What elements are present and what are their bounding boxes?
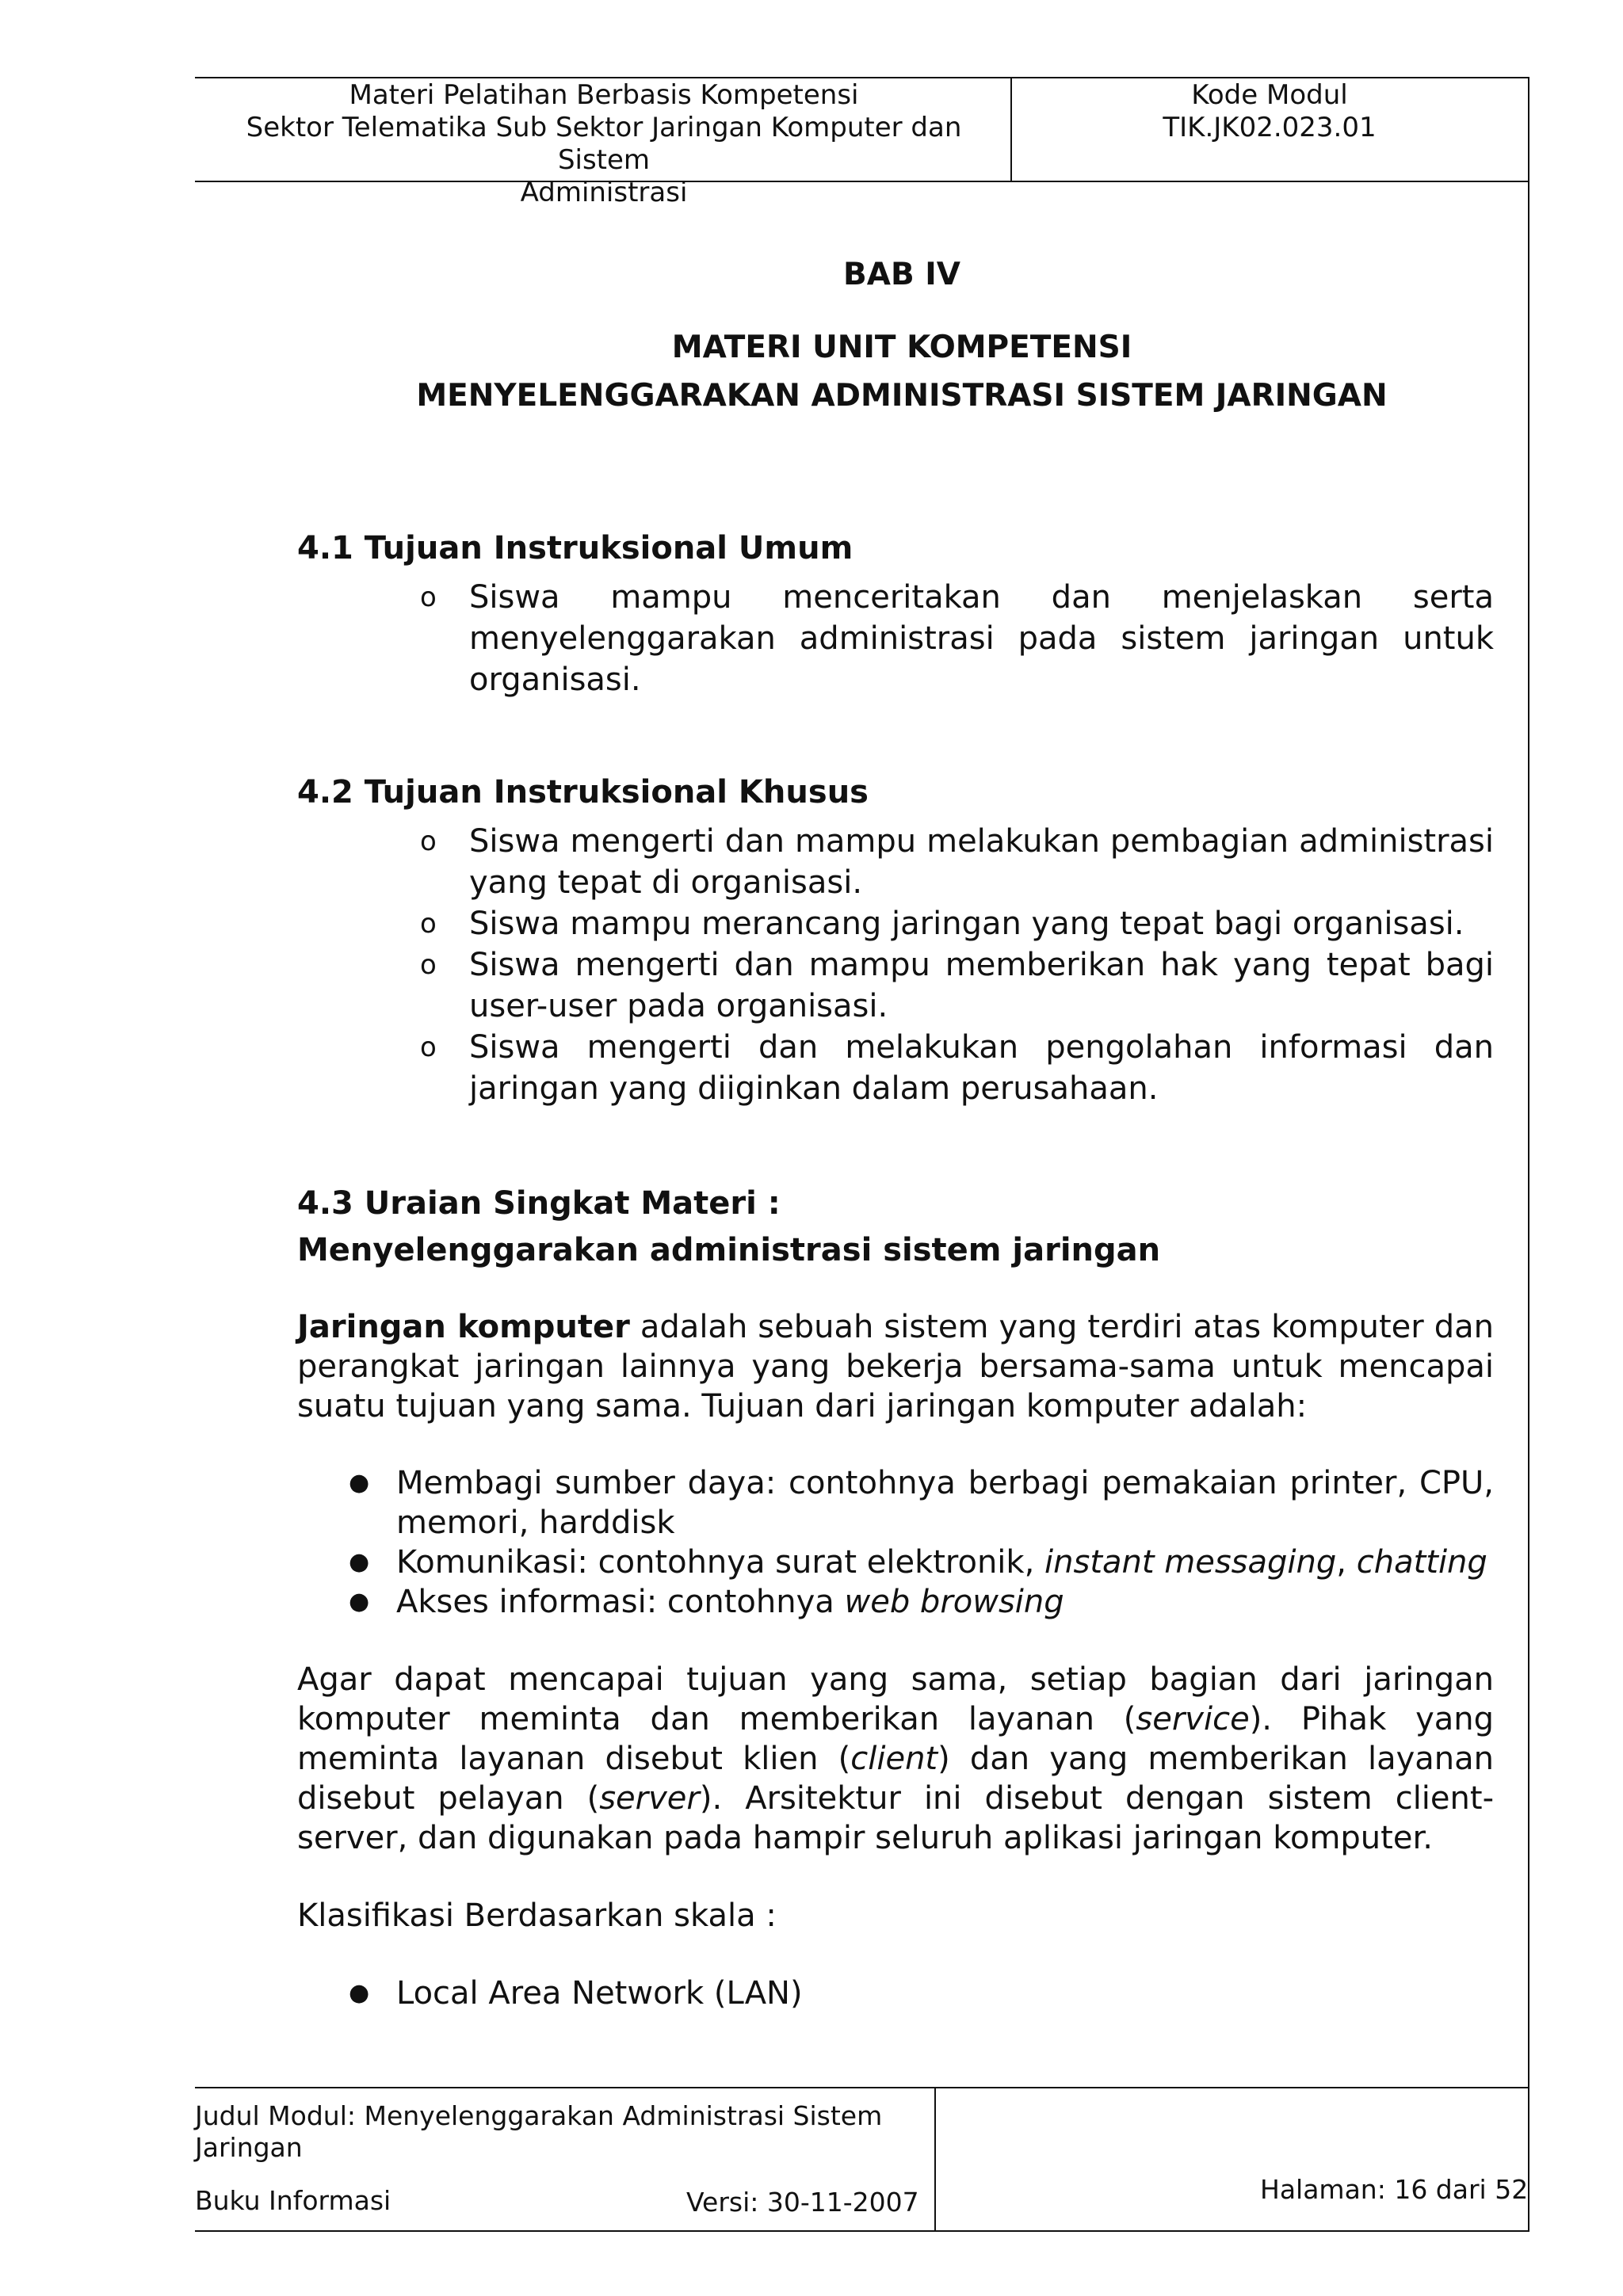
footer-version: Versi: 30-11-2007 — [686, 2187, 919, 2218]
list-item: o Siswa mampu menceritakan dan menjelaskan serta menyelenggarakan administrasi pada sistem jaringan untuk organisasi. — [420, 577, 1494, 700]
section-43-heading: 4.3 Uraian Singkat Materi : — [297, 1185, 781, 1222]
tujuan-bullet-list — [341, 1463, 1494, 1622]
paragraph-client-server: Agar dapat mencapai tujuan yang sama, setiap bagian dari jaringan komputer meminta dan memberikan layanan (service). Pihak yang meminta layanan disebut klien (client) dan yang memberikan layanan disebut pelayan (server). Arsitektur ini disebut dengan sistem client-server, dan digunakan pada hampir seluruh aplikasi jaringan komputer. — [297, 1661, 1495, 1856]
paragraph-jaringan-komputer: Jaringan komputer adalah sebuah sistem yang terdiri atas komputer dan perangkat jaringan lainnya yang bekerja bersama-sama untuk mencapai suatu tujuan yang sama. Tujuan dari jaringan komputer adalah: — [297, 1309, 1494, 1425]
header-top-rule — [195, 77, 1529, 78]
header-code-value: TIK.JK02.023.01 — [1163, 112, 1377, 143]
list-item: ● Akses informasi: contohnya web browsing — [349, 1584, 1064, 1620]
bullet-icon: ● — [349, 1588, 370, 1615]
footer-bottom-rule — [195, 2230, 1529, 2232]
header-left-line1: Materi Pelatihan Berbasis Kompetensi — [349, 79, 859, 111]
unit-title-line1: MATERI UNIT KOMPETENSI — [671, 330, 1132, 365]
term-jaringan-komputer: Jaringan komputer — [297, 1309, 630, 1345]
bullet-icon: ● — [349, 1469, 370, 1497]
section-41-list — [420, 577, 1494, 700]
chapter-title: BAB IV — [843, 257, 960, 292]
list-item: o Siswa mengerti dan mampu melakukan pembagian administrasi yang tepat di organisasi. — [420, 821, 1494, 903]
list-item: ● Local Area Network (LAN) — [349, 1975, 803, 2012]
header-left-line3: Administrasi — [520, 177, 688, 208]
list-item: o Siswa mampu merancang jaringan yang tepat bagi organisasi. — [420, 903, 1494, 944]
list-item: o Siswa mengerti dan melakukan pengolahan informasi dan jaringan yang diiginkan dalam perusahaan. — [420, 1027, 1494, 1109]
scale-bullet-list — [341, 1974, 1494, 2013]
section-42-heading: 4.2 Tujuan Instruksional Khusus — [297, 774, 869, 810]
list-item: ● Membagi sumber daya: contohnya berbagi pemakaian printer, CPU, memori, harddisk — [349, 1465, 1494, 1541]
bullet-icon: ● — [349, 1548, 370, 1576]
footer-divider — [934, 2087, 936, 2232]
header-code-label: Kode Modul — [1191, 79, 1348, 111]
header-module-code — [1011, 79, 1528, 144]
footer-page-number: Halaman: 16 dari 52 — [1260, 2174, 1529, 2205]
circle-bullet-icon: o — [420, 582, 437, 613]
section-43-subheading: Menyelenggarakan administrasi sistem jaringan — [297, 1232, 1161, 1268]
unit-title-line2: MENYELENGGARAKAN ADMINISTRASI SISTEM JARINGAN — [416, 378, 1388, 414]
footer-book-type: Buku Informasi — [195, 2185, 391, 2216]
bullet-icon: ● — [349, 1979, 370, 2007]
circle-bullet-icon: o — [420, 908, 437, 940]
list-item: ● Komunikasi: contohnya surat elektronik, instant messaging, chatting — [349, 1544, 1487, 1581]
header-module-info — [197, 79, 1011, 209]
circle-bullet-icon: o — [420, 949, 437, 981]
circle-bullet-icon: o — [420, 826, 437, 857]
section-42-list — [420, 821, 1494, 1109]
footer-module-title: Judul Modul: Menyelenggarakan Administrasi Sistem Jaringan — [195, 2100, 883, 2163]
section-41-heading: 4.1 Tujuan Instruksional Umum — [297, 530, 854, 566]
circle-bullet-icon: o — [420, 1032, 437, 1063]
header-left-line2: Sektor Telematika Sub Sektor Jaringan Komputer dan Sistem — [246, 112, 962, 176]
list-item: o Siswa mengerti dan mampu memberikan hak yang tepat bagi user-user pada organisasi. — [420, 944, 1494, 1027]
footer-top-rule — [195, 2087, 1529, 2088]
klasifikasi-label: Klasifikasi Berdasarkan skala : — [297, 1897, 777, 1934]
